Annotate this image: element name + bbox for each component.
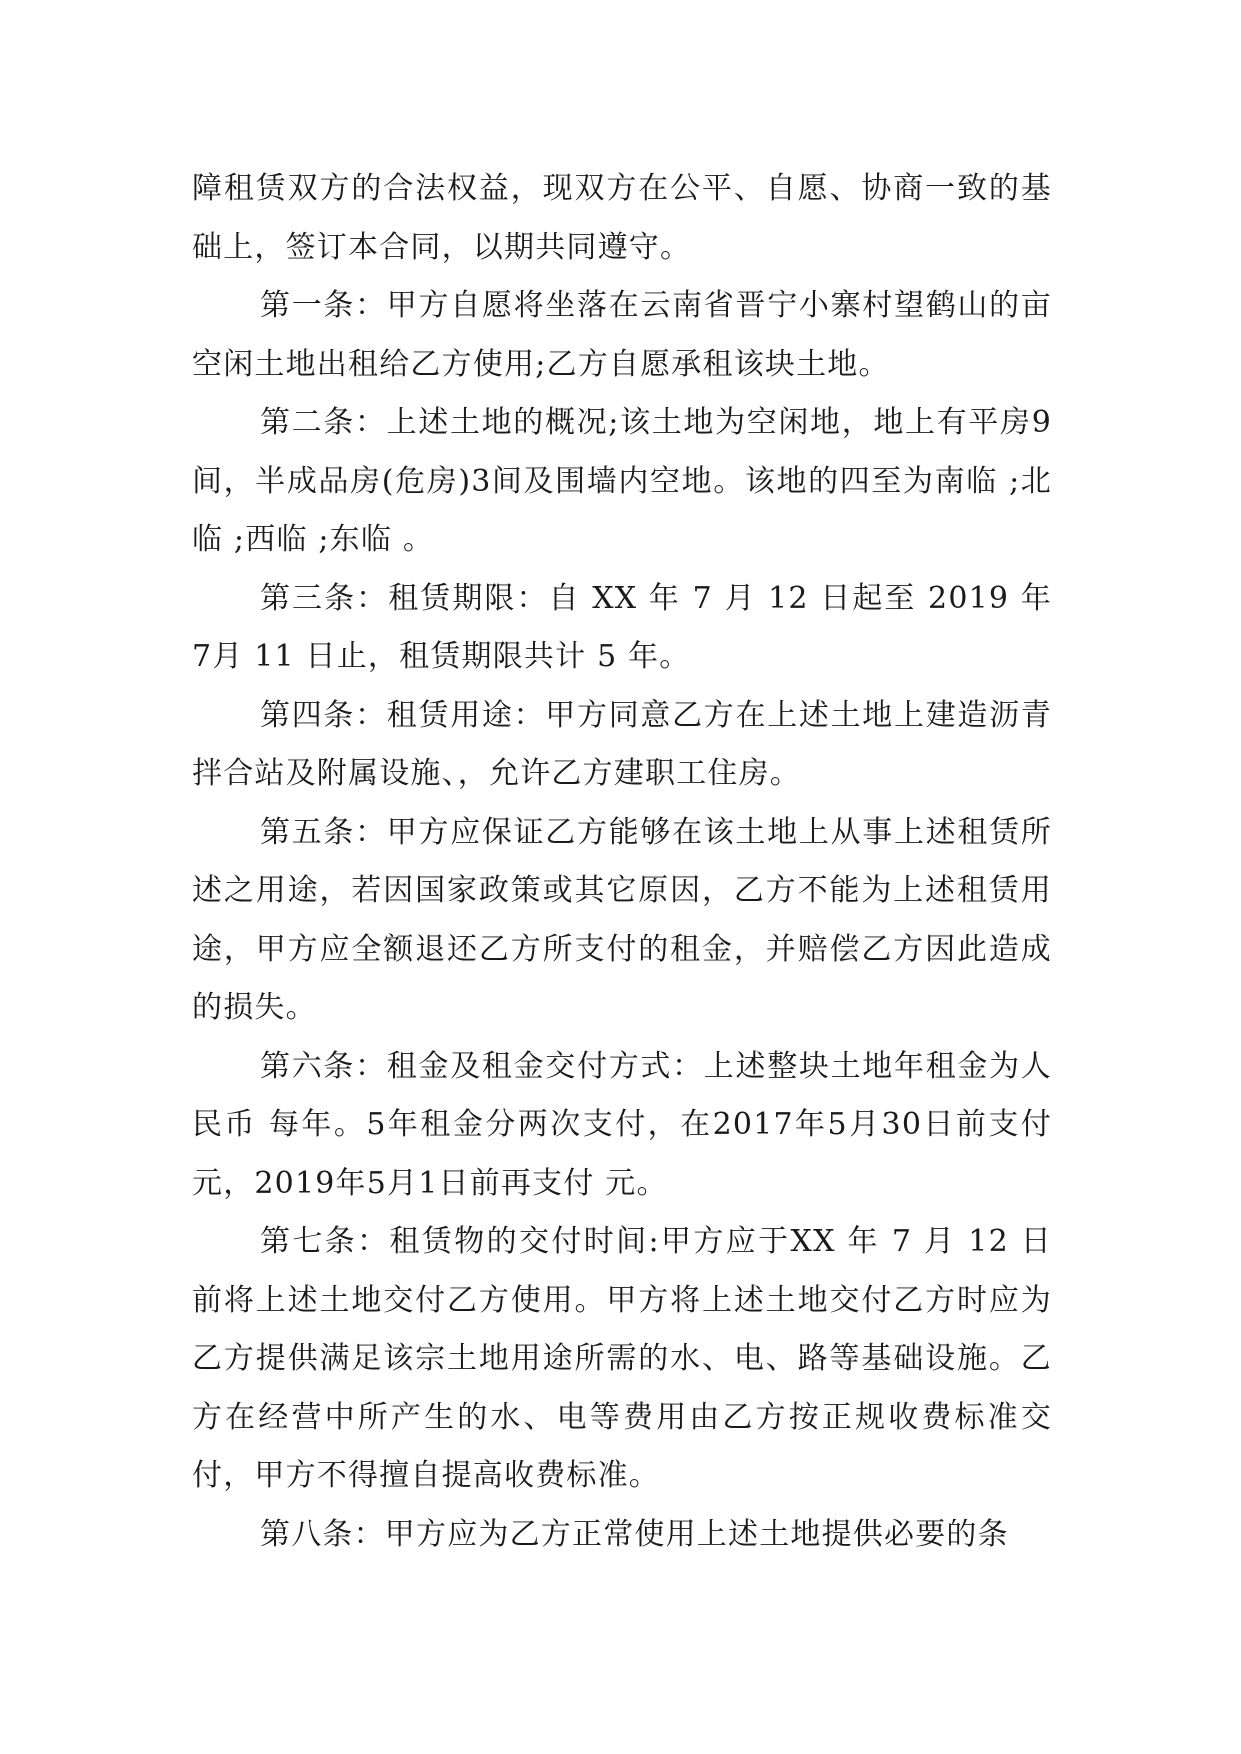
paragraph-article-6: 第六条：租金及租金交付方式：上述整块土地年租金为人民币 每年。5年租金分两次支付，在2017年5月30日前支付 元，2019年5月1日前再支付 元。	[192, 1048, 1052, 1201]
paragraph-article-8: 第八条：甲方应为乙方正常使用上述土地提供必要的条	[260, 1516, 1009, 1552]
paragraph-article-4: 第四条：租赁用途：甲方同意乙方在上述土地上建造沥青拌合站及附属设施、，允许乙方建职工住房。	[192, 697, 1052, 791]
paragraph-article-7: 第七条：租赁物的交付时间:甲方应于XX 年 7 月 12 日前将上述土地交付乙方使用。甲方将上述土地交付乙方时应为乙方提供满足该宗土地用途所需的水、电、路等基础设施。乙方在经营中所产生的水、电等费用由乙方按正规收费标准交付，甲方不得擅自提高收费标准。	[192, 1224, 1052, 1493]
paragraph-article-5: 第五条：甲方应保证乙方能够在该土地上从事上述租赁所述之用途，若因国家政策或其它原因，乙方不能为上述租赁用途，甲方应全额退还乙方所支付的租金，并赔偿乙方因此造成的损失。	[192, 814, 1052, 1025]
paragraph-article-3: 第三条：租赁期限：自 XX 年 7 月 12 日起至 2019 年 7月 11 日止，租赁期限共计 5 年。	[192, 580, 1052, 674]
paragraph-article-2: 第二条：上述土地的概况;该土地为空闲地，地上有平房9间，半成品房(危房)3间及围墙内空地。该地的四至为南临 ;北临 ;西临 ;东临 。	[192, 405, 1052, 557]
paragraph-intro-continuation: 障租赁双方的合法权益，现双方在公平、自愿、协商一致的基础上，签订本合同，以期共同遵守。	[192, 171, 1052, 265]
paragraph-article-1: 第一条：甲方自愿将坐落在云南省晋宁小寨村望鹤山的亩空闲土地出租给乙方使用;乙方自愿承租该块土地。	[192, 288, 1052, 382]
document-body	[192, 160, 1052, 1564]
